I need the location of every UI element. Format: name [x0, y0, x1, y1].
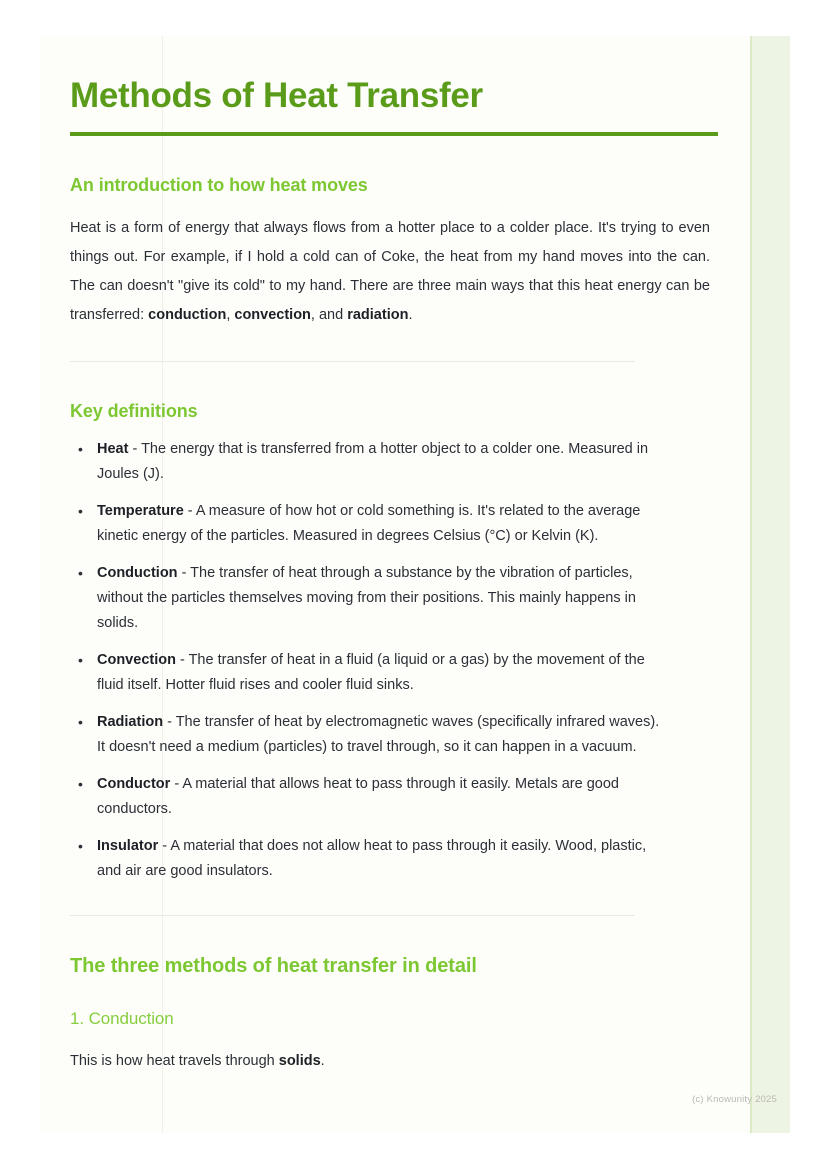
conduction-paragraph — [70, 1029, 710, 1076]
definition-dash: - — [158, 838, 171, 855]
list-item — [70, 437, 662, 499]
definition-dash: - — [163, 714, 176, 731]
intro-text-part1: Heat is a form of energy that always flows from a hotter place to a colder place. It's trying to even things out. For example, if I hold a cold can of Coke, the heat from my hand moves into the can. The can doesn't "give its cold" to my hand. There are three main ways that this heat energy can be transferred: — [70, 220, 710, 324]
subsection-heading-conduction: 1. Conduction — [70, 1009, 174, 1029]
section-heading-intro: An introduction to how heat moves — [70, 175, 368, 196]
intro-text-end: . — [408, 307, 413, 324]
list-item — [70, 710, 662, 772]
key-definitions-list — [70, 422, 710, 884]
conduction-text-end: . — [320, 1053, 325, 1070]
definition-term: Insulator — [97, 838, 159, 855]
section-heading-detail: The three methods of heat transfer in detail — [70, 955, 477, 978]
list-item — [70, 648, 662, 710]
definition-dash: - — [170, 776, 183, 793]
definition-text: The transfer of heat by electromagnetic waves (specifically infrared waves). It doesn't need a medium (particles) to travel through, so it can happen in a vacuum. — [97, 714, 660, 756]
definition-term: Conduction — [97, 565, 178, 582]
intro-term-convection: convection — [234, 307, 311, 324]
definition-term: Convection — [97, 652, 176, 669]
page-edge-strip — [750, 36, 790, 1133]
definition-term: Heat — [97, 441, 129, 458]
intro-term-radiation: radiation — [347, 307, 409, 324]
intro-sep-1: , — [226, 307, 235, 324]
definition-text: The transfer of heat in a fluid (a liquid or a gas) by the movement of the fluid itself. Hotter fluid rises and cooler fluid sinks. — [97, 652, 645, 694]
definition-text: A measure of how hot or cold something is. It's related to the average kinetic energy of the particles. Measured in degrees Celsius (°C) or Kelvin (K). — [97, 503, 641, 545]
list-item — [70, 772, 662, 834]
list-item — [70, 834, 662, 884]
list-item — [70, 561, 662, 648]
list-item — [70, 499, 662, 561]
definition-text: A material that does not allow heat to pass through it easily. Wood, plastic, and air are good insulators. — [97, 838, 647, 880]
page-title: Methods of Heat Transfer — [70, 76, 483, 115]
intro-sep-2: , and — [310, 307, 348, 324]
definition-term: Temperature — [97, 503, 184, 520]
definition-text: The energy that is transferred from a hotter object to a colder one. Measured in Joules (J). — [97, 441, 649, 483]
definition-dash: - — [175, 652, 189, 669]
copyright-footer: (c) Knowunity 2025 — [692, 1094, 777, 1105]
definition-dash: - — [128, 441, 142, 458]
definition-text: A material that allows heat to pass through it easily. Metals are good conductors. — [97, 776, 619, 818]
conduction-term-solids: solids — [278, 1053, 321, 1070]
document-content — [70, 36, 710, 1133]
definition-dash: - — [183, 503, 196, 520]
document-page — [40, 36, 790, 1133]
definition-term: Radiation — [97, 714, 164, 731]
intro-paragraph — [70, 196, 710, 330]
definition-term: Conductor — [97, 776, 171, 793]
section-heading-key-definitions: Key definitions — [70, 401, 198, 422]
conduction-text-part1: This is how heat travels through — [70, 1053, 279, 1070]
definition-text: The transfer of heat through a substance by the vibration of particles, without the particles themselves moving from their positions. This mainly happens in solids. — [97, 565, 636, 632]
intro-term-conduction: conduction — [148, 307, 227, 324]
definition-dash: - — [177, 565, 191, 582]
